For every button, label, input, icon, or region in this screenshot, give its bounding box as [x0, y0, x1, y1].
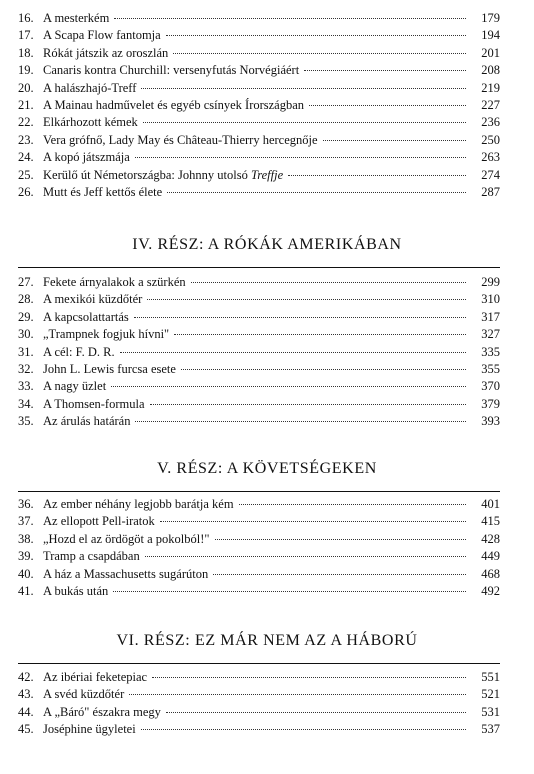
- chapter-title-text: Rókát játszik az oroszlán: [43, 45, 169, 60]
- chapter-title-text: John L. Lewis furcsa esete: [43, 361, 176, 376]
- chapter-number: 28.: [18, 292, 34, 307]
- chapter-title: [43, 45, 168, 62]
- dot-leader: [111, 386, 466, 387]
- chapter-title-text: Joséphine ügyletei: [43, 722, 136, 737]
- chapter-number: 27.: [18, 275, 34, 289]
- chapter-title: [43, 27, 161, 44]
- chapter-title-text: Elkárhozott kémek: [43, 115, 138, 130]
- toc-entry: [18, 669, 500, 686]
- chapter-title: [43, 344, 115, 361]
- chapter-number: 44.: [18, 704, 34, 719]
- chapter-title-text: A halászhajó-Treff: [43, 80, 137, 95]
- dot-leader: [141, 729, 466, 730]
- dot-leader: [191, 282, 466, 283]
- chapter-number: 45.: [18, 722, 34, 737]
- page-number: 492: [481, 583, 500, 598]
- chapter-title: [43, 80, 136, 97]
- toc-entry: [18, 378, 500, 395]
- toc-entry: [18, 496, 500, 513]
- dot-leader: [166, 712, 466, 713]
- chapter-title-text: A kopó játszmája: [43, 150, 130, 165]
- toc-entry: [18, 114, 500, 131]
- dot-leader: [147, 299, 466, 300]
- chapter-title: [43, 513, 155, 530]
- chapter-title: [43, 167, 283, 184]
- dot-leader: [160, 521, 466, 522]
- page-number: 327: [481, 327, 500, 342]
- chapter-number: 26.: [18, 184, 34, 199]
- chapter-number: 21.: [18, 97, 34, 112]
- dot-leader: [120, 352, 466, 353]
- page-number: 299: [481, 275, 500, 289]
- toc-entry: [18, 274, 500, 291]
- page-number: 317: [481, 309, 500, 324]
- dot-leader: [145, 556, 466, 557]
- dot-leader: [309, 105, 466, 106]
- chapter-title-text: „Trampnek fogjuk hívni": [43, 327, 170, 342]
- chapter-title-text: A Scapa Flow fantomja: [43, 28, 161, 43]
- toc-entry: [18, 566, 500, 583]
- toc-entry: [18, 309, 500, 326]
- dot-leader: [173, 53, 466, 54]
- dot-leader: [143, 122, 466, 123]
- section-divider: [18, 491, 500, 492]
- chapter-title-text: A kapcsolattartás: [43, 309, 129, 324]
- chapter-title: [43, 496, 234, 513]
- chapter-title-text: Tramp a csapdában: [43, 549, 140, 564]
- page-number: 335: [481, 344, 500, 359]
- chapter-number: 20.: [18, 80, 34, 95]
- page-number: 208: [481, 63, 500, 78]
- chapter-title: [43, 396, 145, 413]
- page-number: 250: [481, 132, 500, 147]
- chapter-title: [43, 548, 140, 565]
- chapter-number: 35.: [18, 414, 34, 429]
- dot-leader: [152, 677, 466, 678]
- toc-entry: [18, 721, 500, 738]
- toc-entry: [18, 62, 500, 79]
- toc-entry: [18, 184, 500, 201]
- chapter-title-text: „Hozd el az ördögöt a pokolból!": [43, 531, 210, 546]
- toc-entry: [18, 97, 500, 114]
- chapter-number: 38.: [18, 531, 34, 546]
- page-number: 179: [481, 11, 500, 25]
- dot-leader: [304, 70, 466, 71]
- page-number: 401: [481, 497, 500, 511]
- chapter-title-text: A mexikói küzdőtér: [43, 292, 143, 307]
- chapter-title-text: Az ibériai feketepiac: [43, 670, 148, 684]
- section-heading-part-4: IV. RÉSZ: A RÓKÁK AMERIKÁBAN: [132, 236, 402, 253]
- page-number: 531: [481, 704, 500, 719]
- toc-entry: [18, 167, 500, 184]
- toc-entry: [18, 686, 500, 703]
- chapter-title: [43, 132, 318, 149]
- chapter-title-text: Canaris kontra Churchill: versenyfutás Norvégiáért: [43, 63, 300, 78]
- chapter-title: [43, 361, 176, 378]
- chapter-title-text: A Mainau hadművelet és egyéb csínyek Írországban: [43, 97, 305, 112]
- chapter-title: [43, 184, 162, 201]
- toc-entry: [18, 413, 500, 430]
- chapter-title: [43, 97, 304, 114]
- chapter-number: 23.: [18, 132, 34, 147]
- toc-list-part-4: [18, 274, 500, 431]
- section-divider: [18, 267, 500, 268]
- chapter-number: 34.: [18, 396, 34, 411]
- page-number: 468: [481, 566, 500, 581]
- toc-entry: [18, 548, 500, 565]
- chapter-title: [43, 721, 136, 738]
- toc-entry: [18, 583, 500, 600]
- chapter-number: 18.: [18, 45, 34, 60]
- dot-leader: [288, 175, 466, 176]
- chapter-title-text: A mesterkém: [43, 11, 110, 25]
- page-number: 355: [481, 361, 500, 376]
- chapter-number: 25.: [18, 167, 34, 182]
- chapter-number: 33.: [18, 379, 34, 394]
- dot-leader: [215, 539, 466, 540]
- toc-entry: [18, 326, 500, 343]
- chapter-title: [43, 583, 108, 600]
- dot-leader: [213, 574, 466, 575]
- toc-entry: [18, 704, 500, 721]
- dot-leader: [135, 421, 466, 422]
- dot-leader: [174, 334, 466, 335]
- chapter-number: 19.: [18, 63, 34, 78]
- dot-leader: [114, 18, 466, 19]
- chapter-number: 30.: [18, 327, 34, 342]
- dot-leader: [150, 404, 467, 405]
- toc-entry: [18, 361, 500, 378]
- dot-leader: [239, 504, 466, 505]
- dot-leader: [113, 591, 466, 592]
- chapter-title-text: A nagy üzlet: [43, 379, 107, 394]
- chapter-title-text: A „Báró" északra megy: [43, 704, 161, 719]
- toc-list-part-6: [18, 669, 500, 739]
- chapter-number: 24.: [18, 150, 34, 165]
- toc-entry: [18, 531, 500, 548]
- chapter-title: [43, 531, 210, 548]
- chapter-title: [43, 291, 142, 308]
- chapter-title: [43, 704, 161, 721]
- chapter-title-text: Az ellopott Pell-iratok: [43, 514, 155, 529]
- page-number: 194: [481, 28, 500, 43]
- page-number: 263: [481, 150, 500, 165]
- chapter-title: [43, 309, 129, 326]
- chapter-title-text: A ház a Massachusetts sugárúton: [43, 566, 209, 581]
- toc-entry: [18, 396, 500, 413]
- page-number: 236: [481, 115, 500, 130]
- section-divider: [18, 663, 500, 664]
- chapter-title-italic: Treffje: [250, 167, 284, 182]
- chapter-number: 42.: [18, 670, 34, 684]
- chapter-number: 22.: [18, 115, 34, 130]
- chapter-number: 17.: [18, 28, 34, 43]
- chapter-title: [43, 149, 130, 166]
- section-heading-part-6: VI. RÉSZ: EZ MÁR NEM AZ A HÁBORÚ: [116, 632, 418, 649]
- page-number: 370: [481, 379, 500, 394]
- chapter-number: 36.: [18, 497, 34, 511]
- chapter-title: [43, 378, 106, 395]
- chapter-title: [43, 566, 208, 583]
- toc-entry: [18, 291, 500, 308]
- toc-entry: [18, 10, 500, 27]
- chapter-title: [43, 10, 109, 27]
- dot-leader: [135, 157, 466, 158]
- dot-leader: [134, 317, 466, 318]
- chapter-title: [43, 686, 124, 703]
- chapter-number: 37.: [18, 514, 34, 529]
- chapter-title-text: A bukás után: [43, 583, 109, 598]
- page-number: 227: [481, 97, 500, 112]
- chapter-number: 31.: [18, 344, 34, 359]
- toc-entry: [18, 132, 500, 149]
- chapter-title-text: Mutt és Jeff kettős élete: [43, 184, 163, 199]
- chapter-number: 40.: [18, 566, 34, 581]
- chapter-number: 39.: [18, 549, 34, 564]
- page-number: 415: [481, 514, 500, 529]
- page-number: 537: [481, 722, 500, 737]
- chapter-title: [43, 114, 138, 131]
- chapter-title-text: A Thomsen-formula: [43, 396, 145, 411]
- chapter-title: [43, 669, 147, 686]
- page-number: 287: [481, 184, 500, 199]
- toc-entry: [18, 344, 500, 361]
- chapter-title-text: A svéd küzdőtér: [43, 687, 125, 702]
- page-number: 274: [481, 167, 500, 182]
- chapter-title-text: Kerülő út Németországba: Johnny utolsó: [43, 167, 251, 182]
- dot-leader: [167, 192, 466, 193]
- toc-list-part-3: [18, 10, 500, 201]
- chapter-title-text: Fekete árnyalakok a szürkén: [43, 275, 186, 289]
- chapter-number: 29.: [18, 309, 34, 324]
- dot-leader: [181, 369, 466, 370]
- chapter-title-text: A cél: F. D. R.: [43, 344, 115, 359]
- page-number: 449: [481, 549, 500, 564]
- page-number: 219: [481, 80, 500, 95]
- page-number: 521: [481, 687, 500, 702]
- page-number: 201: [481, 45, 500, 60]
- page-number: 551: [481, 670, 500, 684]
- dot-leader: [141, 88, 466, 89]
- toc-entry: [18, 80, 500, 97]
- toc-entry: [18, 27, 500, 44]
- dot-leader: [166, 35, 466, 36]
- chapter-number: 41.: [18, 583, 34, 598]
- chapter-title: [43, 274, 186, 291]
- chapter-title-text: Az ember néhány legjobb barátja kém: [43, 497, 234, 511]
- chapter-number: 16.: [18, 11, 34, 25]
- toc-entry: [18, 45, 500, 62]
- section-heading-part-5: V. RÉSZ: A KÖVETSÉGEKEN: [157, 460, 377, 477]
- page-number: 310: [481, 292, 500, 307]
- chapter-title-text: Az árulás határán: [43, 414, 131, 429]
- page-number: 379: [481, 396, 500, 411]
- toc-list-part-5: [18, 496, 500, 600]
- chapter-title-text: Vera grófnő, Lady May és Château-Thierry hercegnője: [43, 132, 318, 147]
- dot-leader: [129, 694, 466, 695]
- toc-entry: [18, 513, 500, 530]
- chapter-number: 32.: [18, 361, 34, 376]
- chapter-number: 43.: [18, 687, 34, 702]
- page-number: 393: [481, 414, 500, 429]
- chapter-title: [43, 62, 299, 79]
- chapter-title: [43, 413, 130, 430]
- page-number: 428: [481, 531, 500, 546]
- chapter-title: [43, 326, 169, 343]
- dot-leader: [323, 140, 466, 141]
- toc-entry: [18, 149, 500, 166]
